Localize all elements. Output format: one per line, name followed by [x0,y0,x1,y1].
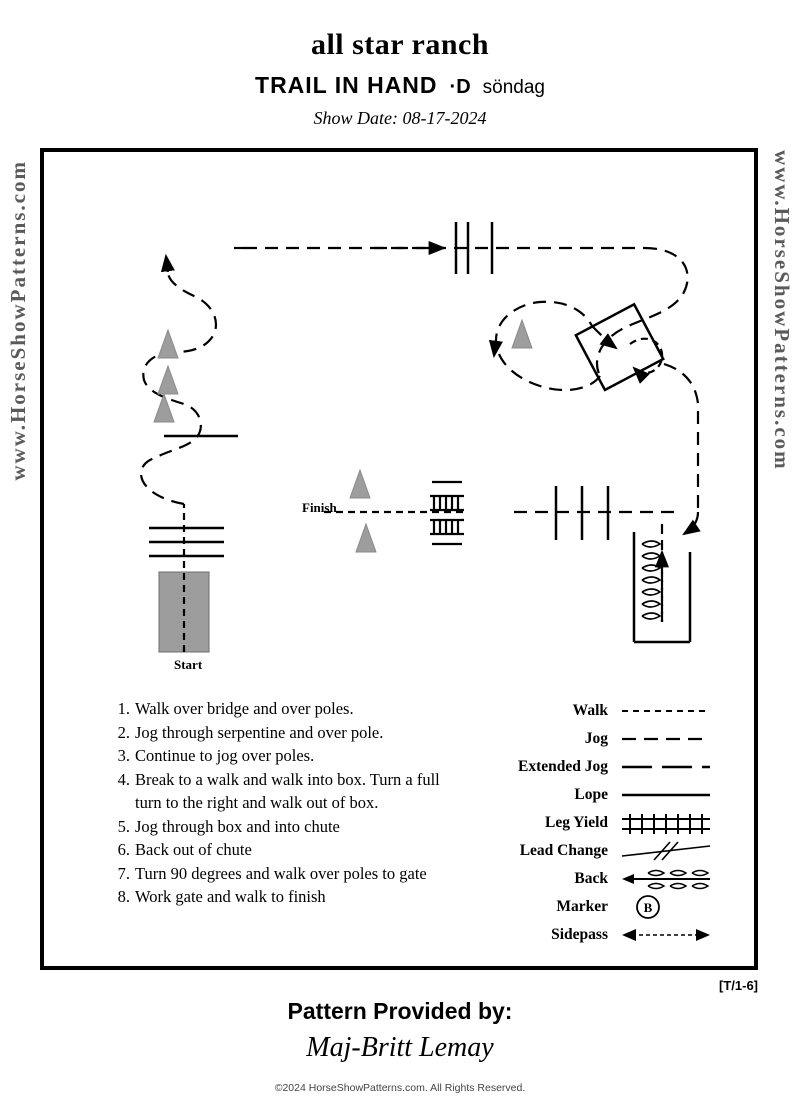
legend-row-jog [464,725,714,753]
list-item [114,744,444,768]
list-item [114,768,444,815]
list-item [114,838,444,862]
legend-row-walk [464,697,714,725]
step-number: 5. [117,816,130,836]
finish-label: Finish [302,500,337,515]
legend-row-extended-jog [464,753,714,781]
class-line [0,72,800,99]
legend-row-leg-yield [464,809,714,837]
marker-icon [618,894,714,920]
show-title: all star ranch [310,28,490,61]
class-name: TRAIL IN HAND [255,72,438,98]
legend-label: Back [574,870,608,887]
start-label: Start [174,657,203,672]
legend [464,697,714,949]
walk-line-icon [618,698,714,724]
travel-path [141,248,698,652]
list-item [114,815,444,839]
lope-line-icon [618,782,714,808]
back-icon [618,866,714,892]
legend-label: Lead Change [519,842,608,859]
legend-label: Jog [584,730,608,747]
step-text: Break to a walk and walk into box. Turn a full turn to the right and walk out of box. [135,769,440,812]
legend-label: Sidepass [551,926,608,943]
extended-jog-line-icon [618,754,714,780]
back-symbol [642,541,660,619]
list-item [114,862,444,886]
marker-letter: B [643,900,653,915]
legend-row-marker [464,893,714,921]
class-extra-label: söndag [482,77,545,98]
legend-label: Marker [556,898,608,915]
step-text: Jog through serpentine and over pole. [135,722,384,742]
lead-change-icon [618,838,714,864]
step-text: Walk over bridge and over poles. [135,699,354,718]
provider-name: Maj-Britt Lemay [306,1032,494,1063]
step-text: Work gate and walk to finish [135,887,326,906]
legend-row-lead-change [464,837,714,865]
step-number: 8. [117,887,130,906]
legend-label: Lope [574,786,608,803]
jog-line-icon [618,726,714,752]
legend-row-lope [464,781,714,809]
list-item [114,885,444,909]
watermark-left: www.HorseShowPatterns.com [6,160,30,481]
sidepass-icon [618,922,714,948]
step-number: 1. [117,699,130,718]
copyright-notice: ©2024 HorseShowPatterns.com. All Rights Reserved. [274,1082,526,1094]
step-text: Turn 90 degrees and walk over poles to gate [135,863,427,883]
page-header [0,0,800,129]
list-item [114,697,444,721]
instruction-list [114,697,444,909]
watermark-right: www.HorseShowPatterns.com [770,150,794,471]
list-item [114,721,444,745]
step-number: 3. [117,746,130,765]
legend-label: Extended Jog [518,758,608,775]
step-number: 7. [117,863,130,883]
legend-label: Walk [572,702,608,719]
step-number: 2. [117,722,130,742]
legend-row-back [464,865,714,893]
provided-by-label: Pattern Provided by: [287,998,513,1024]
poles-above-bridge [149,528,224,556]
page-code: [T/1-6] [719,978,758,993]
class-division: ·D [449,76,471,98]
show-date: Show Date: 08-17-2024 [313,108,487,128]
step-text: Continue to jog over poles. [135,746,315,765]
step-number: 4. [117,769,130,789]
arena-diagram [40,148,758,970]
legend-row-sidepass [464,921,714,949]
legend-label: Leg Yield [545,814,608,831]
leg-yield-icon [618,810,714,836]
step-text: Jog through box and into chute [135,816,340,836]
step-text: Back out of chute [135,840,252,859]
step-number: 6. [117,840,130,859]
